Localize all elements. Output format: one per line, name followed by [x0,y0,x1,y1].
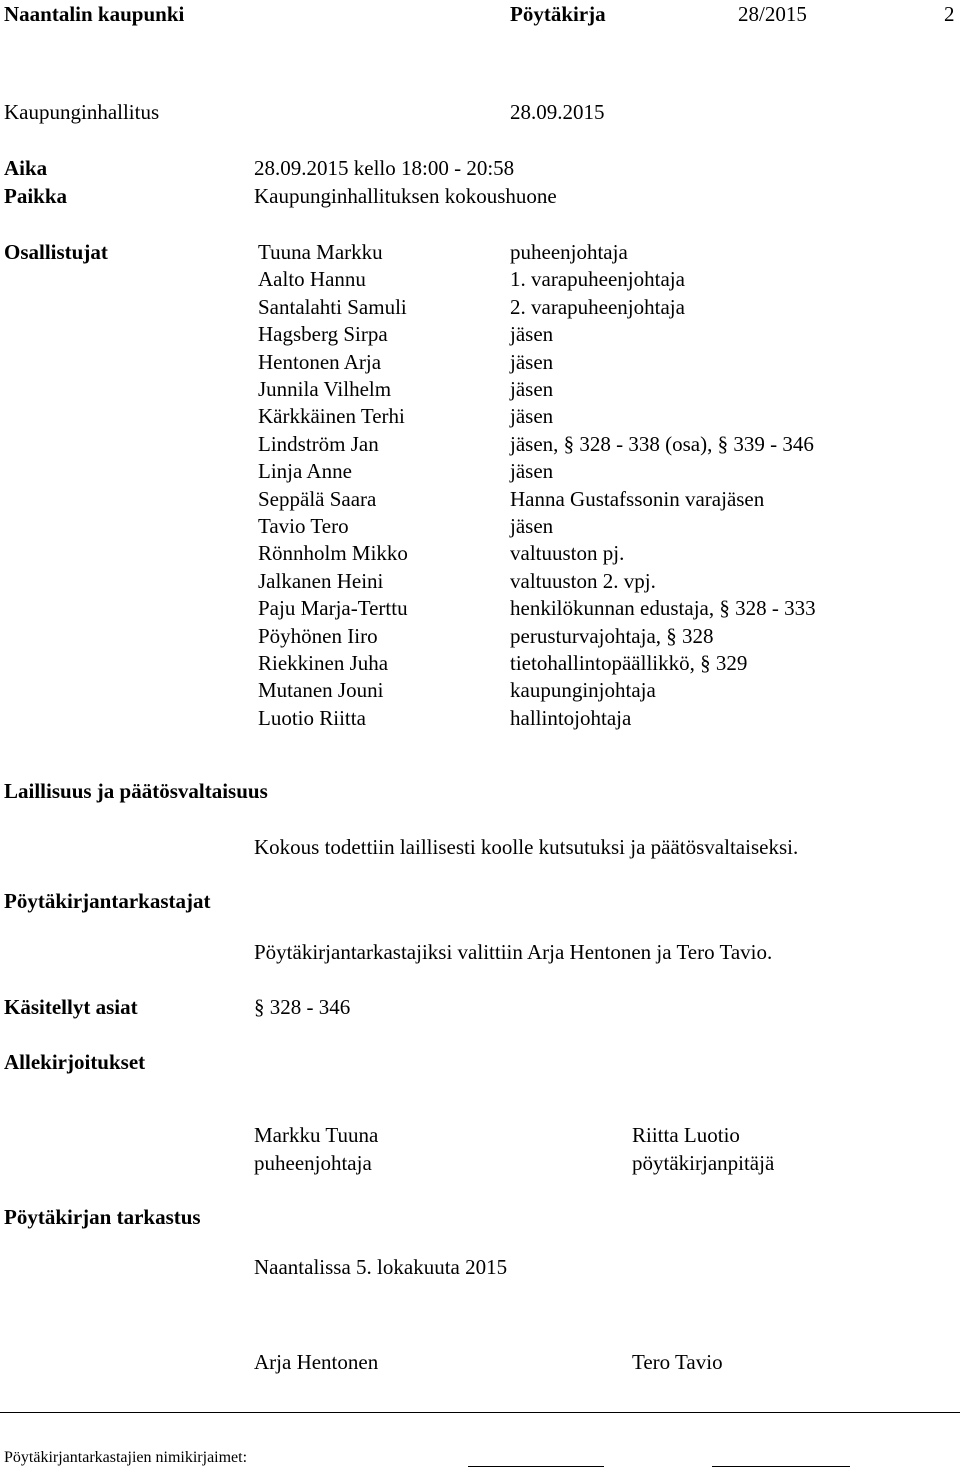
participant-row [0,568,960,599]
participant-role: jäsen, § 328 - 338 (osa), § 339 - 346 [510,431,814,456]
signer1-title: puheenjohtaja [254,1151,372,1175]
signer2-name: Riitta Luotio [632,1123,740,1147]
review-place-date: Naantalissa 5. lokakuuta 2015 [254,1255,508,1279]
page-number: 2 [944,2,955,26]
items-label: Käsitellyt asiat [4,995,138,1019]
participant-role: jäsen [510,514,554,538]
review-label: Pöytäkirjan tarkastus [4,1205,201,1229]
signer2-title: pöytäkirjanpitäjä [632,1151,775,1175]
participant-row [0,461,960,489]
reviewers-label: Pöytäkirjantarkastajat [4,889,211,913]
participant-name: Luotio Riitta [258,705,366,730]
participant-role: puheenjohtaja [510,240,628,264]
participant-row [0,269,960,297]
participant-role: hallintojohtaja [510,705,632,730]
participants-label: Osallistujat [4,240,108,264]
doc-type: Pöytäkirja [510,2,606,26]
reviewer1-name: Arja Hentonen [254,1350,379,1374]
participant-name: Tavio Tero [258,514,349,538]
participant-name: Junnila Vilhelm [258,377,392,401]
participant-role: jäsen [510,404,554,429]
time-value: 28.09.2015 kello 18:00 - 20:58 [254,156,515,180]
initials-line-1 [468,1466,604,1467]
meeting-date: 28.09.2015 [510,100,605,124]
initials-label: Pöytäkirjantarkastajien nimikirjaimet: [4,1449,248,1466]
participant-row [0,516,960,544]
participant-role: jäsen [510,377,554,401]
participant-row [0,406,960,434]
participant-role: jäsen [510,349,554,374]
doc-number: 28/2015 [738,2,807,26]
participant-name: Jalkanen Heini [258,568,384,593]
participant-role: jäsen [510,322,554,347]
participant-role: 2. varapuheenjohtaja [510,294,685,319]
participant-row [0,349,960,380]
participant-name: Rönnholm Mikko [258,541,408,566]
participant-row [0,324,960,352]
participant-row [0,653,960,681]
participant-name: Santalahti Samuli [258,294,407,319]
reviewers-text: Pöytäkirjantarkastajiksi valittiin Arja Hentonen ja Tero Tavio. [254,940,773,964]
participant-row [0,598,960,626]
participant-name: Lindström Jan [258,431,379,456]
participant-row [0,705,960,736]
participant-name: Linja Anne [258,459,352,484]
time-label: Aika [4,156,48,180]
footer-divider [0,1412,960,1413]
participant-role: tietohallintopäällikkö, § 329 [510,651,748,675]
place-label: Paikka [4,184,68,208]
signer1-name: Markku Tuuna [254,1123,379,1147]
participant-row [0,486,960,517]
participant-row [0,379,960,407]
participant-name: Aalto Hannu [258,267,366,292]
signatures-label: Allekirjoitukset [4,1050,146,1074]
participant-name: Hagsberg Sirpa [258,322,388,347]
participant-name: Mutanen Jouni [258,678,384,703]
participant-name: Hentonen Arja [258,349,382,374]
participant-role: perusturvajohtaja, § 328 [510,623,714,648]
place-value: Kaupunginhallituksen kokoushuone [254,184,557,208]
governing-body: Kaupunginhallitus [4,100,160,124]
participant-row [0,680,960,708]
initials-line-2 [712,1466,850,1467]
participant-row [0,543,960,571]
participant-role: jäsen [510,459,554,484]
participant-row [0,242,960,270]
participant-role: kaupunginjohtaja [510,678,656,703]
participant-role: henkilökunnan edustaja, § 328 - 333 [510,596,816,621]
participant-row [0,623,960,654]
participant-role: Hanna Gustafssonin varajäsen [510,486,765,511]
participant-role: valtuuston pj. [510,541,625,566]
org-name: Naantalin kaupunki [4,2,185,26]
participant-name: Tuuna Markku [258,240,383,264]
participant-row [0,431,960,462]
participant-name: Pöyhönen Iiro [258,623,378,648]
participant-name: Kärkkäinen Terhi [258,404,405,429]
participant-name: Seppälä Saara [258,486,377,511]
reviewer2-name: Tero Tavio [632,1350,723,1374]
participant-role: 1. varapuheenjohtaja [510,267,685,292]
items-value: § 328 - 346 [254,995,351,1019]
participant-role: valtuuston 2. vpj. [510,568,656,593]
legality-text: Kokous todettiin laillisesti koolle kutsutuksi ja päätösvaltaiseksi. [254,835,799,859]
participant-name: Paju Marja-Terttu [258,596,408,621]
participant-row [0,294,960,325]
legality-label: Laillisuus ja päätösvaltaisuus [4,779,268,803]
participant-name: Riekkinen Juha [258,651,389,675]
